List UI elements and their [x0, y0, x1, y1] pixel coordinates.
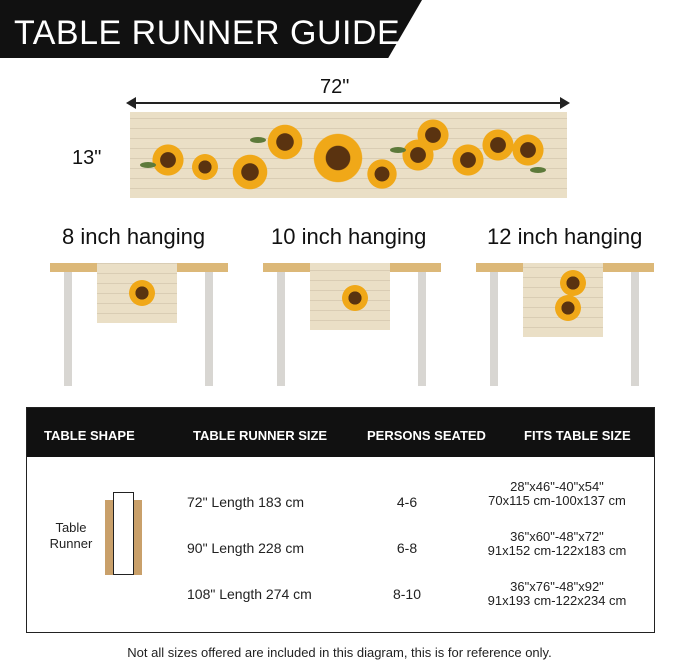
header-persons: PERSONS SEATED	[367, 428, 486, 443]
hanging-12-label: 12 inch hanging	[487, 224, 643, 249]
row-size: 72" Length 183 cm	[187, 494, 305, 510]
row-size: 90" Length 228 cm	[187, 540, 305, 556]
width-label: 13"	[72, 147, 102, 169]
runner-drape-8	[97, 263, 177, 323]
row-persons: 8-10	[392, 586, 422, 602]
row-fits: 28"x46"-40"x54" 70x115 cm-100x137 cm	[488, 479, 626, 508]
row-persons: 4-6	[396, 494, 418, 510]
row-fits: 36"x76"-48"x92" 91x193 cm-122x234 cm	[487, 579, 627, 608]
table-leg	[490, 272, 498, 386]
table-leg	[631, 272, 639, 386]
table-leg	[64, 272, 72, 386]
header-size: TABLE RUNNER SIZE	[193, 428, 328, 443]
runner-image	[130, 112, 567, 198]
shape-label: Table Runner	[49, 520, 93, 551]
row-persons: 6-8	[396, 540, 418, 556]
length-label: 72"	[320, 76, 350, 98]
footer-note: Not all sizes offered are included in this diagram, this is for reference only.	[127, 645, 552, 660]
row-size: 108" Length 274 cm	[187, 586, 312, 602]
hanging-10-label: 10 inch hanging	[271, 224, 427, 249]
size-table	[26, 407, 655, 633]
row-fits: 36"x60"-48"x72" 91x152 cm-122x183 cm	[487, 529, 627, 558]
page-title: TABLE RUNNER GUIDE	[14, 14, 401, 52]
runner-shape-icon	[113, 492, 134, 575]
table-leg	[418, 272, 426, 386]
length-arrow	[128, 102, 568, 104]
table-leg	[277, 272, 285, 386]
runner-drape-12	[523, 263, 603, 337]
hanging-8-label: 8 inch hanging	[62, 224, 206, 249]
header-fits: FITS TABLE SIZE	[524, 428, 631, 443]
runner-drape-10	[310, 263, 390, 330]
header-shape: TABLE SHAPE	[44, 428, 135, 443]
table-header	[27, 408, 654, 457]
table-leg	[205, 272, 213, 386]
